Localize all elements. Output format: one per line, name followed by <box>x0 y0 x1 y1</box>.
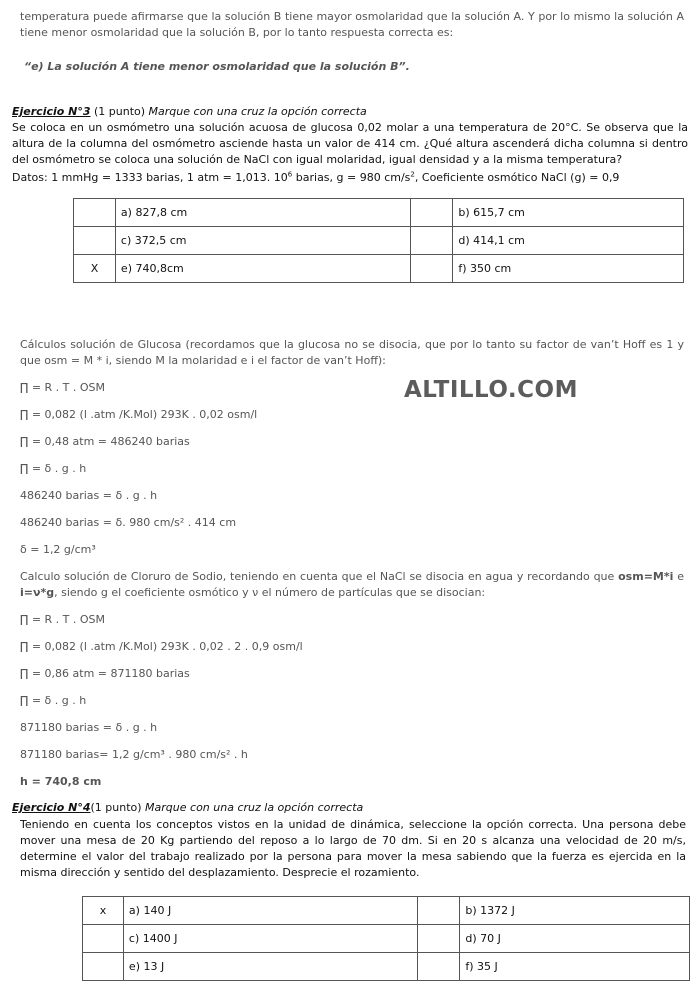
watermark-logo: ALTILLO.COM <box>404 377 578 403</box>
calc-line: 871180 barias= 1,2 g/cm³ . 980 cm/s² . h <box>20 748 248 761</box>
nacl-intro-a: Calculo solución de Cloruro de Sodio, teniendo en cuenta que el NaCl se disocia en agua y recordando que <box>20 570 619 583</box>
ex3-mark-e[interactable]: X <box>74 255 116 283</box>
ex4-option-f: f) 35 J <box>460 953 690 981</box>
ex3-option-c: c) 372,5 cm <box>115 227 411 255</box>
table-row <box>83 925 690 953</box>
ex4-option-d: d) 70 J <box>460 925 690 953</box>
ex4-title: Ejercicio N°4 <box>12 801 91 814</box>
nacl-intro-c: , siendo g el coeficiente osmótico y ν el número de partículas que se disocian: <box>54 586 486 599</box>
ex3-option-e: e) 740,8cm <box>115 255 411 283</box>
nacl-formula-osm: osm=M*i <box>618 570 674 583</box>
table-row <box>74 199 684 227</box>
ex4-mark-e[interactable] <box>83 953 124 981</box>
ex4-option-b: b) 1372 J <box>460 897 690 925</box>
calc-line: ∏ = 0,082 (l .atm /K.Mol) 293K . 0,02 . 2 . 0,9 osm/l <box>20 640 303 653</box>
nacl-intro <box>20 569 684 601</box>
table-row <box>74 227 684 255</box>
ex4-mark-d[interactable] <box>418 925 460 953</box>
intro-paragraph: temperatura puede afirmarse que la solución B tiene mayor osmolaridad que la solución A. Y por lo mismo la solución A tiene menor osmolaridad que la solución B, por lo tanto respuesta correcta es: <box>20 10 684 39</box>
ex3-option-a: a) 827,8 cm <box>115 199 411 227</box>
calc-line: ∏ = 0,86 atm = 871180 barias <box>20 667 190 680</box>
ex3-mark-f[interactable] <box>411 255 453 283</box>
ex4-mark-f[interactable] <box>418 953 460 981</box>
ex4-statement: Teniendo en cuenta los conceptos vistos en la unidad de dinámica, seleccione la opción correcta. Una persona debe mover una mesa de 20 Kg partiendo del reposo a lo largo de 70 dm. Si en 20 s alcanza una velocidad de 20 m/s, determine el valor del trabajo realizado por la persona para mover la mesa sabiendo que la fuerza es ejercida en la misma dirección y sentido del desplazamiento. Desprecie el rozamiento. <box>20 818 686 879</box>
ex3-option-b: b) 615,7 cm <box>453 199 684 227</box>
nacl-formula-i: i=ν*g <box>20 586 55 599</box>
nacl-intro-b: e <box>673 570 684 583</box>
ex4-instruction: Marque con una cruz la opción correcta <box>145 801 364 814</box>
calc-line: ∏ = ẟ . g . h <box>20 694 87 707</box>
ex3-options-table <box>73 198 684 283</box>
ex3-data-part-b: barias, g = 980 cm/s <box>292 171 411 184</box>
ex3-data-part-c: , Coeficiente osmótico NaCl (g) = 0,9 <box>414 171 620 184</box>
calc-line: ∏ = 0,082 (l .atm /K.Mol) 293K . 0,02 osm/l <box>20 408 258 421</box>
ex3-points: (1 punto) <box>90 105 149 118</box>
glucosa-intro: Cálculos solución de Glucosa (recordamos que la glucosa no se disocia, que por lo tanto su factor de van’t Hoff es 1 y que osm = M * i, siendo M la molaridad e i el factor de van’t Hoff): <box>20 338 684 367</box>
calc-line: ∏ = ẟ . g . h <box>20 462 87 475</box>
calc-line: 871180 barias = ẟ . g . h <box>20 721 158 734</box>
ex3-title: Ejercicio N°3 <box>12 105 91 118</box>
ex4-mark-a[interactable]: x <box>83 897 124 925</box>
ex3-option-d: d) 414,1 cm <box>453 227 684 255</box>
ex3-data-exponent2: 2 <box>410 170 415 179</box>
ex4-heading <box>12 800 688 816</box>
ex4-option-c: c) 1400 J <box>123 925 418 953</box>
ex3-mark-a[interactable] <box>74 199 116 227</box>
ex4-points: (1 punto) <box>90 801 146 814</box>
calc-line: ∏ = 0,48 atm = 486240 barias <box>20 435 190 448</box>
ex3-heading <box>12 104 688 120</box>
ex3-mark-d[interactable] <box>411 227 453 255</box>
calc-line: ∏ = R . T . OSM <box>20 381 106 394</box>
ex3-instruction: Marque con una cruz la opción correcta <box>148 105 367 118</box>
ex3-option-f: f) 350 cm <box>453 255 684 283</box>
ex3-mark-b[interactable] <box>411 199 453 227</box>
calc-line: 486240 barias = ẟ. 980 cm/s² . 414 cm <box>20 516 237 529</box>
table-row <box>74 255 684 283</box>
ex3-statement: Se coloca en un osmómetro una solución acuosa de glucosa 0,02 molar a una temperatura de 20°C. Se observa que la altura de la columna del osmómetro asciende hasta un valor de 414 cm. ¿Qué altura ascenderá dicha columna si dentro del osmómetro se coloca una solución de NaCl con igual molaridad, igual densidad y a la misma temperatura? <box>12 121 688 166</box>
ex3-data <box>12 170 688 186</box>
calc-line: 486240 barias = ẟ . g . h <box>20 489 158 502</box>
calc-line: ∏ = R . T . OSM <box>20 613 106 626</box>
ex4-options-table <box>82 896 690 981</box>
ex4-option-e: e) 13 J <box>123 953 418 981</box>
ex3-data-exponent: 6 <box>287 170 293 179</box>
ex4-mark-b[interactable] <box>418 897 460 925</box>
ex3-data-part-a: Datos: 1 mmHg = 1333 barias, 1 atm = 1,013. 10 <box>12 171 288 184</box>
table-row <box>83 897 690 925</box>
calc-line: ẟ = 1,2 g/cm³ <box>20 543 96 556</box>
calc-result: h = 740,8 cm <box>20 775 102 788</box>
intro-answer: “e) La solución A tiene menor osmolaridad que la solución B”. <box>24 60 410 73</box>
ex3-mark-c[interactable] <box>74 227 116 255</box>
table-row <box>83 953 690 981</box>
ex4-option-a: a) 140 J <box>123 897 418 925</box>
ex4-mark-c[interactable] <box>83 925 124 953</box>
